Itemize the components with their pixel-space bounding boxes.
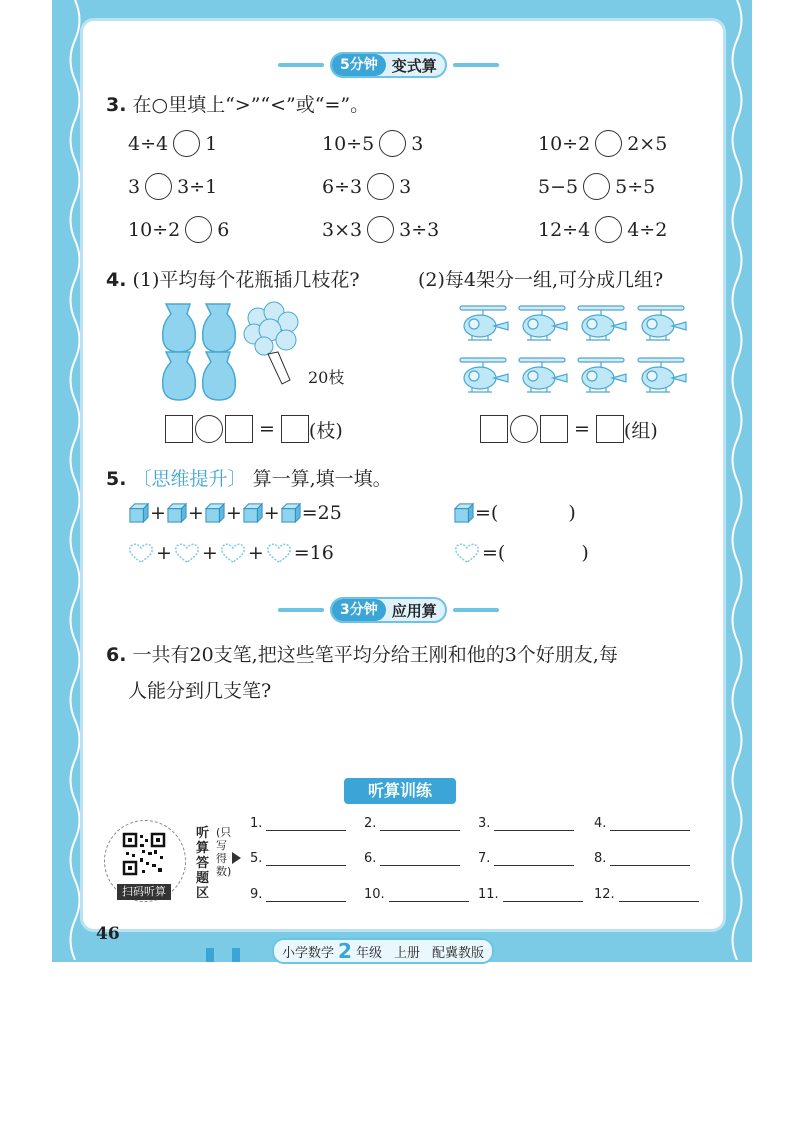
section-banner-5min (278, 52, 499, 78)
question-6-line1: 6. 一共有20支笔,把这些笔平均分给王刚和他的3个好朋友,每 (106, 644, 618, 666)
cube-icon (453, 502, 475, 524)
comparison-circle[interactable] (185, 216, 212, 243)
answer-slot (478, 887, 583, 902)
answer-box[interactable] (480, 415, 508, 443)
answer-line[interactable] (389, 889, 469, 902)
qr-code-icon[interactable] (122, 832, 166, 876)
answer-slot (594, 816, 690, 831)
answer-number: 10. (364, 887, 385, 902)
answer-number: 4. (594, 816, 607, 831)
answer-slot (250, 816, 346, 831)
comparison-circle[interactable] (595, 130, 622, 157)
comparison-circle[interactable] (595, 216, 622, 243)
answer-line[interactable] (610, 853, 690, 866)
answer-number: 9. (250, 887, 263, 902)
answer-box[interactable] (540, 415, 568, 443)
heart-icon (172, 542, 202, 564)
answer-line[interactable] (494, 853, 574, 866)
answer-number: 6. (364, 851, 377, 866)
answer-line[interactable] (266, 853, 346, 866)
operator-circle[interactable] (195, 415, 223, 443)
answer-line[interactable] (266, 818, 346, 831)
q4-part1-answer-row: = (枝) (165, 415, 343, 443)
cube-icon (280, 502, 302, 524)
answer-slot (478, 851, 574, 866)
comparison-item (538, 130, 667, 157)
comparison-right: 2×5 (627, 132, 668, 155)
answer-number: 2. (364, 816, 377, 831)
answer-line[interactable] (619, 889, 699, 902)
comparison-item (322, 130, 423, 157)
right-wave-border (728, 0, 746, 960)
answer-slot (364, 816, 460, 831)
footer-term: 上册 (393, 945, 420, 961)
answer-box[interactable] (596, 415, 624, 443)
bouquet-illustration (238, 298, 306, 394)
answer-box[interactable] (225, 415, 253, 443)
answer-slot (594, 887, 699, 902)
qr-label: 扫码听算 (117, 884, 171, 900)
comparison-item (538, 173, 655, 200)
helicopter-icon (574, 356, 630, 400)
helicopter-icon (456, 304, 512, 348)
heart-icon (452, 542, 482, 564)
comparison-circle[interactable] (367, 173, 394, 200)
answer-line[interactable] (610, 818, 690, 831)
comparison-item (322, 216, 439, 243)
heart-icon (264, 542, 294, 564)
answer-number: 11. (478, 887, 499, 902)
comparison-left: 12÷4 (538, 218, 591, 241)
helicopter-icon (634, 356, 690, 400)
comparison-right: 3÷3 (399, 218, 440, 241)
comparison-circle[interactable] (173, 130, 200, 157)
answer-slot (594, 851, 690, 866)
comparison-right: 1 (205, 132, 218, 155)
answer-number: 8. (594, 851, 607, 866)
banner-time: 5分钟 (332, 54, 386, 76)
answer-slot (364, 851, 460, 866)
comparison-right: 5÷5 (615, 175, 656, 198)
flowers-count-label: 20枝 (308, 368, 345, 387)
question-3-title: 3. 在○里填上“>”“<”或“=”。 (106, 94, 370, 116)
q5-heart-equation: + + + =16 (126, 542, 334, 564)
comparison-right: 4÷2 (627, 218, 668, 241)
cube-icon (204, 502, 226, 524)
comparison-item (128, 130, 217, 157)
comparison-left: 10÷5 (322, 132, 375, 155)
footer-edition: 配冀教版 (431, 945, 484, 961)
answer-number: 7. (478, 851, 491, 866)
question-4-title: 4. (1)平均每个花瓶插几枝花? (106, 269, 360, 291)
heart-icon (126, 542, 156, 564)
comparison-item (128, 216, 229, 243)
answer-slot (250, 887, 346, 902)
triangle-pointer-icon (232, 852, 241, 864)
answer-line[interactable] (494, 818, 574, 831)
answer-line[interactable] (380, 853, 460, 866)
answer-box[interactable] (281, 415, 309, 443)
answer-number: 5. (250, 851, 263, 866)
question-6-line2: 人能分到几支笔? (128, 680, 272, 702)
q5-heart-answer: =( ) (452, 542, 589, 564)
comparison-item (538, 216, 667, 243)
comparison-circle[interactable] (583, 173, 610, 200)
heart-icon (218, 542, 248, 564)
q5-cube-answer: =( ) (453, 502, 576, 524)
q5-cube-equation: + + + + =25 (128, 502, 342, 524)
operator-circle[interactable] (510, 415, 538, 443)
comparison-right: 6 (217, 218, 230, 241)
helicopter-icon (574, 304, 630, 348)
banner-label: 应用算 (391, 601, 437, 620)
answer-area-label: 听算答题区 (196, 826, 210, 901)
comparison-left: 6÷3 (322, 175, 363, 198)
listening-title: 听算训练 (344, 778, 456, 804)
footer-book-info (272, 938, 494, 964)
comparison-left: 10÷2 (128, 218, 181, 241)
answer-slot (478, 816, 574, 831)
answer-number: 12. (594, 887, 615, 902)
comparison-left: 10÷2 (538, 132, 591, 155)
footer-tab (206, 948, 214, 962)
page-number: 46 (96, 924, 120, 944)
section-banner-3min (278, 597, 499, 623)
answer-line[interactable] (266, 889, 346, 902)
answer-line[interactable] (503, 889, 583, 902)
banner-time: 3分钟 (332, 599, 386, 621)
helicopter-icon (515, 304, 571, 348)
answer-number: 3. (478, 816, 491, 831)
footer-grade-num: 2 (338, 939, 352, 963)
cube-icon (128, 502, 150, 524)
answer-number: 1. (250, 816, 263, 831)
comparison-left: 5−5 (538, 175, 579, 198)
helicopter-icon (515, 356, 571, 400)
answer-slot (250, 851, 346, 866)
comparison-circle[interactable] (145, 173, 172, 200)
comparison-right: 3 (399, 175, 412, 198)
answer-slot (364, 887, 469, 902)
comparison-circle[interactable] (367, 216, 394, 243)
question-4-part2: (2)每4架分一组,可分成几组? (418, 269, 664, 291)
comparison-right: 3÷1 (177, 175, 218, 198)
banner-label: 变式算 (391, 56, 437, 75)
footer-grade: 年级 (355, 945, 382, 961)
comparison-circle[interactable] (379, 130, 406, 157)
comparison-right: 3 (411, 132, 424, 155)
vases-illustration (160, 300, 240, 404)
footer-tab (232, 948, 240, 962)
comparison-item (322, 173, 411, 200)
answer-area-note: (只写得数) (216, 826, 232, 878)
cube-icon (242, 502, 264, 524)
question-5-title: 5. 〔思维提升〕 算一算,填一填。 (106, 468, 392, 490)
cube-icon (166, 502, 188, 524)
comparison-left: 3×3 (322, 218, 363, 241)
helicopter-icon (634, 304, 690, 348)
helicopter-icon (456, 356, 512, 400)
answer-line[interactable] (380, 818, 460, 831)
footer-subject: 小学数学 (282, 945, 335, 961)
q4-part2-answer-row: = (组) (480, 415, 658, 443)
answer-box[interactable] (165, 415, 193, 443)
comparison-item (128, 173, 217, 200)
comparison-left: 4÷4 (128, 132, 169, 155)
comparison-left: 3 (128, 175, 141, 198)
